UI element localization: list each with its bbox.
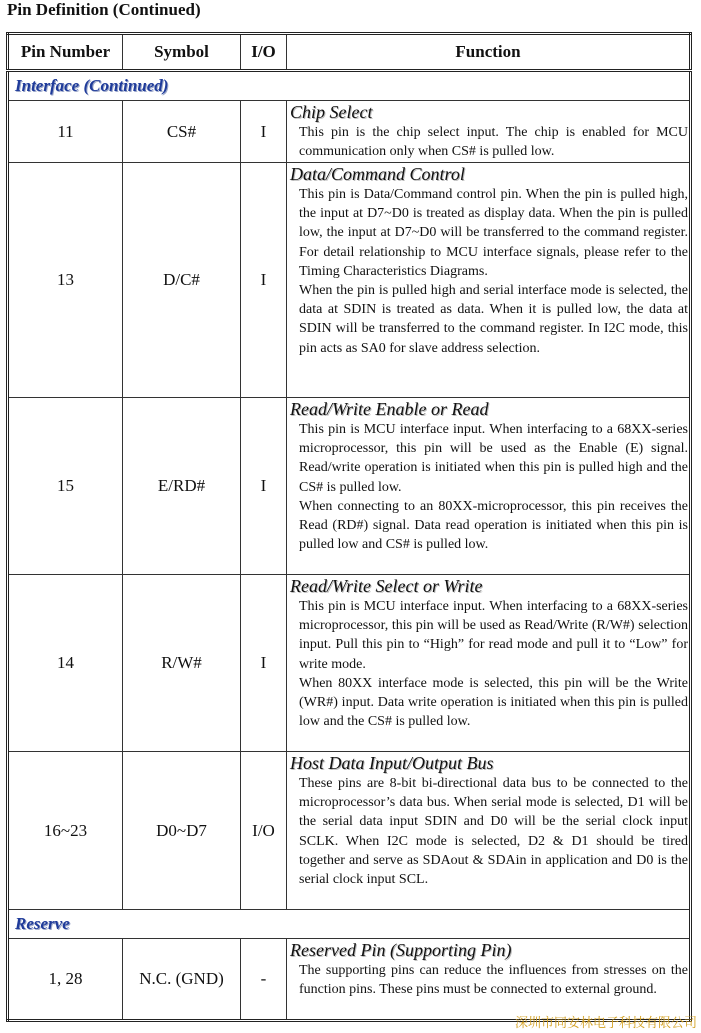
function-title: Host Data Input/Output Bus <box>290 753 494 773</box>
io-cell: I <box>241 101 287 163</box>
function-title: Reserved Pin (Supporting Pin) <box>290 940 512 960</box>
symbol-cell: E/RD# <box>123 398 241 575</box>
function-cell <box>287 101 691 163</box>
io-cell: I <box>241 163 287 398</box>
header-io: I/O <box>241 34 287 71</box>
function-cell <box>287 939 691 1021</box>
function-cell <box>287 575 691 752</box>
io-cell: - <box>241 939 287 1021</box>
page-title: Pin Definition (Continued) <box>7 0 201 19</box>
header-symbol: Symbol <box>123 34 241 71</box>
pin-number-cell: 14 <box>8 575 123 752</box>
function-title: Read/Write Select or Write <box>290 576 483 596</box>
table-header-row <box>8 34 691 71</box>
function-description: When connecting to an 80XX-microprocessor, this pin receives the Read (RD#) signal. Data read operation is initiated when this pin is pulled low and CS# is pulled low. <box>299 498 688 553</box>
table-row <box>8 163 691 398</box>
company-watermark: 深圳市同安林电子科技有限公司 <box>514 1016 697 1031</box>
function-description: These pins are 8-bit bi-directional data bus to be connected to the microprocessor’s data bus. When serial mode is selected, D1 will be the serial data input SDIN and D0 will be the serial clock input SCLK. When I2C mode is selected, D2 & D1 should be tired together and serve as SDAout & SDAin in application and D0 is the serial clock input SCL. <box>299 776 688 888</box>
section-cell <box>8 71 691 101</box>
io-cell: I/O <box>241 752 287 910</box>
table-row <box>8 101 691 163</box>
header-pin-number: Pin Number <box>8 34 123 71</box>
pin-number-cell: 13 <box>8 163 123 398</box>
table-row <box>8 398 691 575</box>
symbol-cell: D/C# <box>123 163 241 398</box>
function-description: This pin is Data/Command control pin. When the pin is pulled high, the input at D7~D0 is treated as display data. When the pin is pulled low, the input at D7~D0 will be transferred to the command register. For detail relationship to MCU interface signals, please refer to the Timing Characteristics Diagrams. <box>299 187 688 279</box>
symbol-cell: R/W# <box>123 575 241 752</box>
function-cell <box>287 163 691 398</box>
table-row <box>8 575 691 752</box>
io-cell: I <box>241 398 287 575</box>
io-cell: I <box>241 575 287 752</box>
function-description: This pin is the chip select input. The chip is enabled for MCU communication only when CS# is pulled low. <box>299 125 688 160</box>
table-row <box>8 752 691 910</box>
section-cell <box>8 910 691 939</box>
symbol-cell: N.C. (GND) <box>123 939 241 1021</box>
function-description: This pin is MCU interface input. When interfacing to a 68XX-series microprocessor, this pin will be used as the Enable (E) signal. Read/write operation is initiated when this pin is pulled high and the CS# is pulled low. <box>299 422 688 495</box>
function-description: When the pin is pulled high and serial interface mode is selected, the data at SDIN is treated as data. When it is pulled low, the data at SDIN will be transferred to the command register. In I2C mode, this pin acts as SA0 for slave address selection. <box>299 283 688 356</box>
section-row <box>8 910 691 939</box>
header-function: Function <box>287 34 691 71</box>
function-title: Chip Select <box>290 102 373 122</box>
pin-definition-table <box>6 32 692 1022</box>
function-title: Data/Command Control <box>290 164 465 184</box>
section-label-reserve: Reserve <box>15 914 70 933</box>
pin-number-cell: 11 <box>8 101 123 163</box>
function-cell <box>287 752 691 910</box>
symbol-cell: D0~D7 <box>123 752 241 910</box>
function-cell <box>287 398 691 575</box>
pin-number-cell: 15 <box>8 398 123 575</box>
function-description: This pin is MCU interface input. When interfacing to a 68XX-series microprocessor, this pin will be used as Read/Write (R/W#) selection input. Pull this pin to “High” for read mode and pull it to “Low” for write mode. <box>299 599 688 672</box>
section-label-interface: Interface (Continued) <box>15 76 169 95</box>
symbol-cell: CS# <box>123 101 241 163</box>
function-description: When 80XX interface mode is selected, this pin will be the Write (WR#) input. Data write operation is initiated when this pin is pulled low and the CS# is pulled low. <box>299 675 688 730</box>
pin-number-cell: 16~23 <box>8 752 123 910</box>
function-description: The supporting pins can reduce the influences from stresses on the function pins. These pins must be connected to external ground. <box>299 963 688 998</box>
pin-number-cell: 1, 28 <box>8 939 123 1021</box>
table-row <box>8 939 691 1021</box>
section-row <box>8 71 691 101</box>
function-title: Read/Write Enable or Read <box>290 399 489 419</box>
